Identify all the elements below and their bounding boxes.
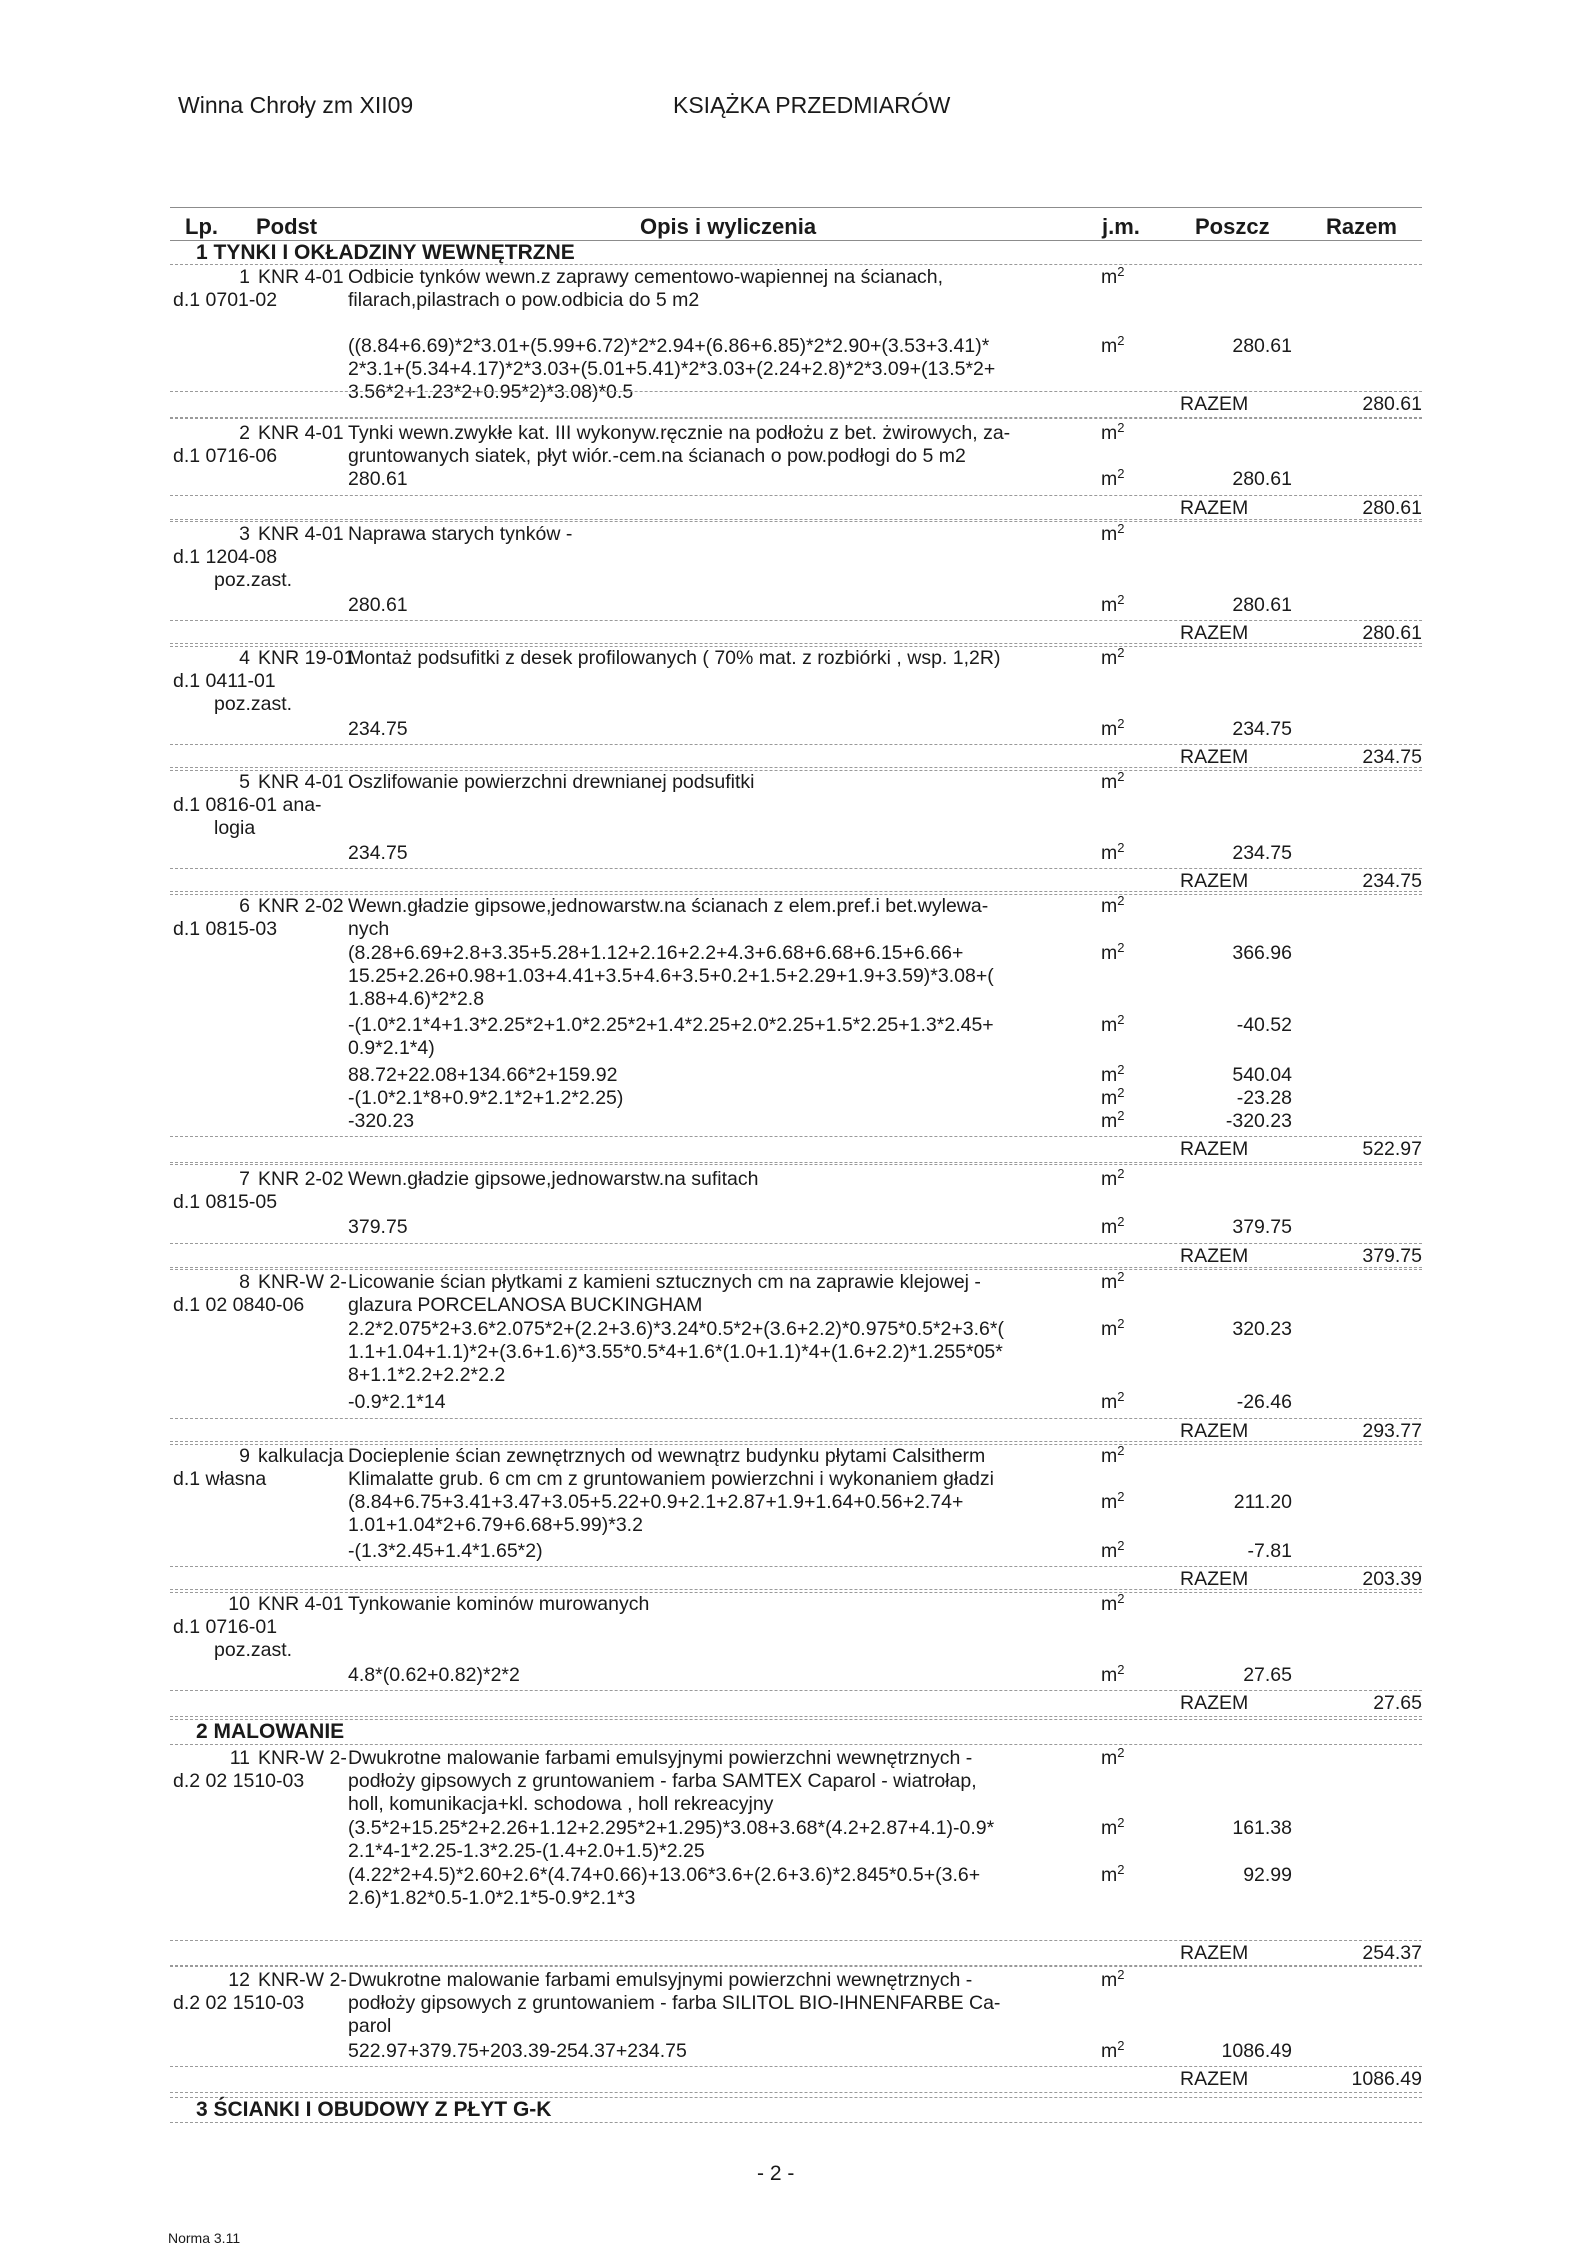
item-number: 9 [239,1445,250,1467]
item-basis: d.1 0411-01 [173,670,276,692]
item-number: 7 [239,1168,250,1190]
unit-base: m [1101,1391,1118,1413]
item-description: nych [348,918,390,940]
item-description: Licowanie ścian płytkami z kamieni sztucznych cm na zaprawie klejowej - [348,1271,981,1293]
item-basis: poz.zast. [214,1639,293,1661]
row-divider [170,1589,1422,1590]
calculation-line: (8.84+6.75+3.41+3.47+3.05+5.22+0.9+2.1+2.87+1.9+1.64+0.56+2.74+ [348,1491,964,1513]
item-basis: d.1 1204-08 [173,546,278,568]
item-basis: poz.zast. [214,569,293,591]
row-divider [170,2122,1422,2123]
unit-base: m [1101,842,1118,864]
unit-exponent: 2 [1117,1489,1125,1504]
razem-value: 254.37 [1362,1942,1422,1964]
unit-exponent: 2 [1117,1389,1125,1404]
item-basis: d.2 02 1510-03 [173,1992,305,2014]
unit-base: m [1101,1168,1118,1190]
row-divider [170,1136,1422,1137]
calculation-line: 2.2*2.075*2+3.6*2.075*2+(2.2+3.6)*3.24*0.5*2+(3.6+2.2)*0.975*0.5*2+3.6*( [348,1318,1004,1340]
calculation-line: (3.5*2+15.25*2+2.26+1.12+2.295*2+1.295)*3.08+3.68*(4.2+2.87+4.1)-0.9* [348,1817,995,1839]
row-divider [170,2066,1422,2067]
calculation-line: 2.6)*1.82*0.5-1.0*2.1*5-0.9*2.1*3 [348,1887,636,1909]
item-basis: KNR 4-01 [258,1593,344,1615]
row-divider [170,891,1422,892]
unit-m2 [1101,1747,1124,1770]
unit-m2 [1101,942,1124,965]
item-number: 10 [228,1593,250,1615]
row-divider [170,2092,1422,2093]
unit-base: m [1101,942,1118,964]
item-basis: KNR 19-01 [258,647,355,669]
calculation-line: 0.9*2.1*4) [348,1037,435,1059]
row-divider [170,1690,1422,1691]
unit-base: m [1101,1216,1118,1238]
calculation-line: 3.56*2+1.23*2+0.95*2)*3.08)*0.5 [348,381,634,403]
unit-base: m [1101,1087,1118,1109]
unit-base: m [1101,647,1118,669]
item-description: Klimalatte grub. 6 cm cm z gruntowaniem powierzchni i wykonaniem gładzi [348,1468,994,1490]
unit-m2 [1101,1445,1124,1468]
unit-base: m [1101,594,1118,616]
row-divider [170,1164,1422,1165]
unit-exponent: 2 [1117,1062,1125,1077]
row-divider [170,744,1422,745]
item-description: Docieplenie ścian zewnętrznych od wewnątrz budynku płytami Calsitherm [348,1445,986,1467]
item-description: Wewn.gładzie gipsowe,jednowarstw.na sufitach [348,1168,759,1190]
partial-value: -40.52 [1236,1014,1292,1036]
section-title: 2 MALOWANIE [196,1720,345,1743]
unit-m2 [1101,1969,1124,1992]
row-divider [170,1267,1422,1268]
calculation-line: 280.61 [348,468,408,490]
partial-value: 320.23 [1232,1318,1292,1340]
partial-value: 211.20 [1233,1491,1292,1513]
partial-value: 92.99 [1243,1864,1292,1886]
unit-base: m [1101,771,1118,793]
razem-value: 379.75 [1362,1245,1422,1267]
unit-m2 [1101,2040,1124,2063]
unit-exponent: 2 [1117,769,1125,784]
unit-m2 [1101,335,1124,358]
partial-value: 234.75 [1232,718,1292,740]
unit-m2 [1101,1817,1124,1840]
unit-base: m [1101,1593,1118,1615]
row-divider [170,1418,1422,1419]
unit-exponent: 2 [1117,1316,1125,1331]
calculation-line: 2*3.1+(5.34+4.17)*2*3.03+(5.01+5.41)*2*3.03+(2.24+2.8)*2*3.09+(13.5*2+ [348,358,996,380]
row-divider [170,264,1422,265]
calculation-line: 234.75 [348,718,408,740]
unit-exponent: 2 [1117,1967,1125,1982]
unit-m2 [1101,594,1124,617]
unit-base: m [1101,1445,1118,1467]
razem-label: RAZEM [1180,1568,1249,1590]
calculation-line: -(1.0*2.1*4+1.3*2.25*2+1.0*2.25*2+1.4*2.25+2.0*2.25+1.5*2.25+1.3*2.45+ [348,1014,994,1036]
item-description: Odbicie tynków wewn.z zaprawy cementowo-wapiennej na ścianach, [348,266,944,288]
item-number: 11 [229,1747,250,1769]
razem-label: RAZEM [1180,1420,1249,1442]
partial-value: 540.04 [1232,1064,1292,1086]
column-header-poszcz: Poszcz [1195,214,1270,239]
item-number: 4 [239,647,250,669]
unit-m2 [1101,842,1124,865]
row-divider [170,1566,1422,1567]
razem-value: 280.61 [1362,497,1422,519]
unit-base: m [1101,422,1118,444]
item-description: parol [348,2015,392,2037]
row-divider [170,391,1422,392]
unit-base: m [1101,1864,1118,1886]
partial-value: 27.65 [1243,1664,1292,1686]
item-number: 5 [239,771,250,793]
document-title: KSIĄŻKA PRZEDMIARÓW [673,92,951,118]
calculation-line: (4.22*2+4.5)*2.60+2.6*(4.74+0.66)+13.06*3.6+(2.6+3.6)*2.845*0.5+(3.6+ [348,1864,981,1886]
unit-base: m [1101,1969,1118,1991]
partial-value: -23.28 [1236,1087,1292,1109]
section-title: 1 TYNKI I OKŁADZINY WEWNĘTRZNE [196,241,575,264]
item-number: 8 [239,1271,250,1293]
unit-exponent: 2 [1117,1591,1125,1606]
item-basis: d.1 0716-06 [173,445,278,467]
unit-exponent: 2 [1117,1012,1125,1027]
unit-exponent: 2 [1117,840,1125,855]
unit-m2 [1101,718,1124,741]
razem-label: RAZEM [1180,870,1249,892]
item-description: Tynkowanie kominów murowanych [348,1593,650,1615]
row-divider [170,767,1422,768]
item-description: Dwukrotne malowanie farbami emulsyjnymi powierzchni wewnętrznych - [348,1969,973,1991]
unit-m2 [1101,1318,1124,1341]
unit-m2 [1101,771,1124,794]
row-divider [170,1965,1422,1966]
unit-m2 [1101,1110,1124,1133]
partial-value: -26.46 [1236,1391,1292,1413]
row-divider [170,418,1422,419]
razem-label: RAZEM [1180,1942,1249,1964]
unit-exponent: 2 [1117,1815,1125,1830]
unit-exponent: 2 [1117,1443,1125,1458]
unit-m2 [1101,1391,1124,1414]
unit-m2 [1101,1864,1124,1887]
partial-value: 1086.49 [1221,2040,1292,2062]
partial-value: 280.61 [1232,335,1292,357]
page-number: - 2 - [757,2162,795,2185]
item-basis: d.1 0815-05 [173,1191,278,1213]
document-header-left: Winna Chroły zm XII09 [178,92,414,118]
row-divider [170,1162,1422,1163]
item-basis: d.1 własna [173,1468,267,1490]
unit-m2 [1101,422,1124,445]
unit-m2 [1101,1593,1124,1616]
calculation-line: 280.61 [348,594,408,616]
unit-exponent: 2 [1117,2038,1125,2053]
razem-label: RAZEM [1180,2068,1249,2090]
unit-exponent: 2 [1117,1269,1125,1284]
column-header-podst: Podst [256,214,318,239]
row-divider [170,519,1422,520]
unit-exponent: 2 [1117,1214,1125,1229]
razem-value: 1086.49 [1351,2068,1422,2090]
section-title: 3 ŚCIANKI I OBUDOWY Z PŁYT G-K [196,2098,552,2121]
unit-m2 [1101,1664,1124,1687]
partial-value: -7.81 [1247,1540,1292,1562]
row-divider [170,1719,1422,1720]
unit-base: m [1101,1491,1118,1513]
unit-m2 [1101,266,1124,289]
unit-m2 [1101,895,1124,918]
unit-base: m [1101,1064,1118,1086]
row-divider [170,643,1422,644]
unit-base: m [1101,335,1118,357]
razem-value: 522.97 [1362,1138,1422,1160]
razem-value: 234.75 [1362,870,1422,892]
item-description: holl, komunikacja+kl. schodowa , holl rekreacyjny [348,1793,774,1815]
item-description: gruntowanych siatek, płyt wiór.-cem.na ścianach o pow.podłogi do 5 m2 [348,445,966,467]
calculation-line: 15.25+2.26+0.98+1.03+4.41+3.5+4.6+3.5+0.2+1.5+2.29+1.9+3.59)*3.08+( [348,965,994,987]
partial-value: -320.23 [1225,1110,1292,1132]
razem-label: RAZEM [1180,1138,1249,1160]
item-description: Dwukrotne malowanie farbami emulsyjnymi powierzchni wewnętrznych - [348,1747,973,1769]
row-divider [170,495,1422,496]
column-header-jm: j.m. [1102,214,1140,239]
item-basis: d.2 02 1510-03 [173,1770,305,1792]
unit-base: m [1101,1664,1118,1686]
unit-base: m [1101,718,1118,740]
unit-base: m [1101,1817,1118,1839]
unit-m2 [1101,647,1124,670]
row-divider [170,1940,1422,1941]
calculation-line: 379.75 [348,1216,408,1238]
item-basis: KNR 4-01 [258,422,344,444]
unit-exponent: 2 [1117,1662,1125,1677]
item-description: podłoży gipsowych z gruntowaniem - farba SILITOL BIO-IHNENFARBE Ca- [348,1992,1001,2014]
partial-value: 366.96 [1232,942,1292,964]
item-basis: KNR-W 2- [258,1969,347,1991]
unit-exponent: 2 [1117,1085,1125,1100]
partial-value: 280.61 [1232,594,1292,616]
calculation-line: 4.8*(0.62+0.82)*2*2 [348,1664,520,1686]
unit-exponent: 2 [1117,466,1125,481]
unit-m2 [1101,1216,1124,1239]
unit-m2 [1101,1491,1124,1514]
software-label: Norma 3.11 [168,2230,241,2246]
item-basis: KNR-W 2- [258,1271,347,1293]
row-divider [170,1269,1422,1270]
razem-value: 203.39 [1362,1568,1422,1590]
item-description: Tynki wewn.zwykłe kat. III wykonyw.ręcznie na podłożu z bet. żwirowych, za- [348,422,1011,444]
unit-exponent: 2 [1117,333,1125,348]
calculation-line: -(1.0*2.1*8+0.9*2.1*2+1.2*2.25) [348,1087,624,1109]
item-basis: KNR 4-01 [258,523,344,545]
unit-exponent: 2 [1117,893,1125,908]
calculation-line: 1.01+1.04*2+6.79+6.68+5.99)*3.2 [348,1514,643,1536]
calculation-line: -(1.3*2.45+1.4*1.65*2) [348,1540,543,1562]
item-basis: poz.zast. [214,693,293,715]
razem-label: RAZEM [1180,1692,1249,1714]
unit-m2 [1101,523,1124,546]
item-number: 2 [239,422,250,444]
calculation-line: 234.75 [348,842,408,864]
unit-exponent: 2 [1117,521,1125,536]
unit-exponent: 2 [1117,940,1125,955]
unit-base: m [1101,523,1118,545]
unit-base: m [1101,1110,1118,1132]
item-basis: d.1 02 0840-06 [173,1294,305,1316]
item-basis: KNR 4-01 [258,266,344,288]
item-basis: d.1 0816-01 ana- [173,794,322,816]
unit-exponent: 2 [1117,1108,1125,1123]
item-description: Oszlifowanie powierzchni drewnianej podsufitki [348,771,755,793]
razem-value: 234.75 [1362,746,1422,768]
row-divider [170,1243,1422,1244]
calculation-line: ((8.84+6.69)*2*3.01+(5.99+6.72)*2*2.94+(6.86+6.85)*2*2.90+(3.53+3.41)* [348,335,990,357]
razem-label: RAZEM [1180,746,1249,768]
unit-base: m [1101,1271,1118,1293]
unit-m2 [1101,1087,1124,1110]
item-description: Naprawa starych tynków - [348,523,573,545]
unit-base: m [1101,895,1118,917]
razem-label: RAZEM [1180,497,1249,519]
row-divider [170,1744,1422,1745]
calculation-line: 522.97+379.75+203.39-254.37+234.75 [348,2040,687,2062]
calculation-line: -0.9*2.1*14 [348,1391,446,1413]
row-divider [170,521,1422,522]
calculation-line: 8+1.1*2.2+2.2*2.2 [348,1364,506,1386]
calculation-line: (8.28+6.69+2.8+3.35+5.28+1.12+2.16+2.2+4.3+6.68+6.68+6.15+6.66+ [348,942,964,964]
item-basis: KNR-W 2- [258,1747,347,1769]
unit-exponent: 2 [1117,645,1125,660]
unit-exponent: 2 [1117,1166,1125,1181]
calculation-line: 88.72+22.08+134.66*2+159.92 [348,1064,618,1086]
row-divider [170,1966,1422,1967]
calculation-line: 2.1*4-1*2.25-1.3*2.25-(1.4+2.0+1.5)*2.25 [348,1840,705,1862]
calculation-line: 1.1+1.04+1.1)*2+(3.6+1.6)*3.55*0.5*4+1.6*(1.0+1.1)*4+(1.6+2.2)*1.255*05* [348,1341,1003,1363]
unit-m2 [1101,1064,1124,1087]
unit-m2 [1101,468,1124,491]
item-description: glazura PORCELANOSA BUCKINGHAM [348,1294,703,1316]
unit-exponent: 2 [1117,420,1125,435]
item-basis: logia [214,817,256,839]
razem-value: 280.61 [1362,393,1422,415]
item-basis: KNR 2-02 [258,895,344,917]
row-divider [170,620,1422,621]
item-basis: d.1 0716-01 [173,1616,278,1638]
item-description: Wewn.gładzie gipsowe,jednowarstw.na ścianach z elem.pref.i bet.wylewa- [348,895,989,917]
unit-exponent: 2 [1117,264,1125,279]
unit-m2 [1101,1540,1124,1563]
item-number: 12 [228,1969,250,1991]
partial-value: 280.61 [1232,468,1292,490]
calculation-line: 1.88+4.6)*2*2.8 [348,988,485,1010]
item-description: Montaż podsufitki z desek profilowanych ( 70% mat. z rozbiórki , wsp. 1,2R) [348,647,1001,669]
unit-m2 [1101,1014,1124,1037]
item-number: 1 [239,266,250,288]
column-header-razem: Razem [1326,214,1397,239]
item-basis: d.1 0815-03 [173,918,278,940]
unit-base: m [1101,1747,1118,1769]
unit-exponent: 2 [1117,1745,1125,1760]
partial-value: 379.75 [1232,1216,1292,1238]
razem-label: RAZEM [1180,1245,1249,1267]
item-number: 6 [239,895,250,917]
row-divider [170,1716,1422,1717]
unit-base: m [1101,1540,1118,1562]
unit-m2 [1101,1168,1124,1191]
unit-base: m [1101,1318,1118,1340]
unit-exponent: 2 [1117,716,1125,731]
partial-value: 161.38 [1232,1817,1292,1839]
row-divider [170,868,1422,869]
unit-base: m [1101,266,1118,288]
item-basis: KNR 2-02 [258,1168,344,1190]
item-basis: KNR 4-01 [258,771,344,793]
unit-m2 [1101,1271,1124,1294]
unit-base: m [1101,1014,1118,1036]
razem-value: 293.77 [1362,1420,1422,1442]
unit-exponent: 2 [1117,592,1125,607]
item-basis: kalkulacja [258,1445,344,1467]
partial-value: 234.75 [1232,842,1292,864]
table-top-rule [170,207,1422,208]
unit-exponent: 2 [1117,1538,1125,1553]
item-number: 3 [239,523,250,545]
unit-base: m [1101,2040,1118,2062]
column-header-opis: Opis i wyliczenia [640,214,817,239]
item-description: filarach,pilastrach o pow.odbicia do 5 m2 [348,289,700,311]
razem-label: RAZEM [1180,393,1249,415]
razem-label: RAZEM [1180,622,1249,644]
column-header-lp: Lp. [185,214,218,239]
item-description: podłoży gipsowych z gruntowaniem - farba SAMTEX Caparol - wiatrołap, [348,1770,977,1792]
item-basis: d.1 0701-02 [173,289,278,311]
row-divider [170,1441,1422,1442]
calculation-line: -320.23 [348,1110,415,1132]
unit-exponent: 2 [1117,1862,1125,1877]
unit-base: m [1101,468,1118,490]
razem-value: 27.65 [1373,1692,1422,1714]
razem-value: 280.61 [1362,622,1422,644]
